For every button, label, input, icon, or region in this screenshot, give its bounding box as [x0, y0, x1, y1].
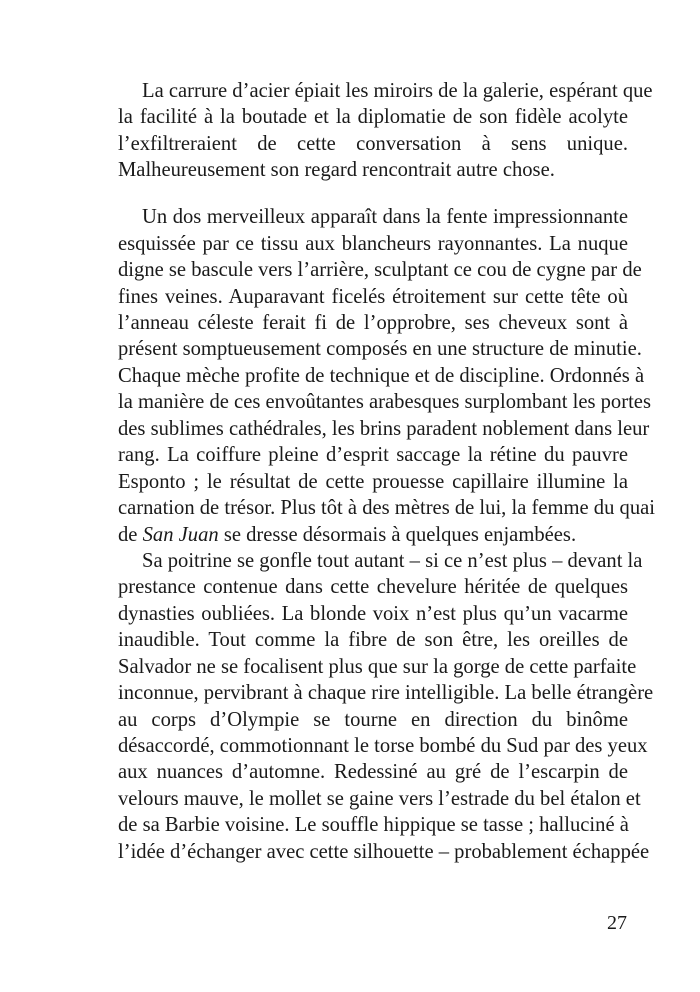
paragraph-3 — [118, 548, 654, 865]
text-line: carnation de trésor. Plus tôt à des mètres de lui, la femme du quai — [118, 497, 656, 520]
italic-place-name: San Juan — [142, 523, 219, 546]
text-line: l’exfiltreraient de cette conversation à sens unique. — [118, 132, 628, 155]
text-line: de sa Barbie voisine. Le souffle hippique se tasse ; halluciné à — [118, 814, 629, 837]
text-line: la manière de ces envoûtantes arabesques surplombant les portes — [118, 391, 651, 414]
text-line: inaudible. Tout comme la fibre de son être, les oreilles de — [118, 629, 628, 652]
text-line: esquissée par ce tissu aux blancheurs rayonnantes. La nuque — [118, 232, 628, 255]
text-line: au corps d’Olympie se tourne en direction du binôme — [118, 708, 628, 731]
text-line: l’idée d’échanger avec cette silhouette – probablement échappée — [118, 840, 650, 863]
text-after: se dresse désormais à quelques enjambées. — [218, 523, 577, 546]
text-line: fines veines. Auparavant ficelés étroitement sur cette tête où — [118, 285, 628, 308]
text-line: aux nuances d’automne. Redessiné au gré de l’escarpin de — [118, 761, 628, 784]
text-line: Sa poitrine se gonfle tout autant – si ce n’est plus – devant la — [142, 549, 643, 572]
text-line: Salvador ne se focalisent plus que sur la gorge de cette parfaite — [118, 655, 637, 678]
text-line: Un dos merveilleux apparaît dans la fente impressionnante — [142, 206, 628, 229]
text-line: velours mauve, le mollet se gaine vers l’estrade du bel étalon et — [118, 787, 641, 810]
text-line: des sublimes cathédrales, les brins paradent noblement dans leur — [118, 417, 650, 440]
text-line: Malheureusement son regard rencontrait autre chose. — [118, 159, 555, 182]
text-line: Esponto ; le résultat de cette prouesse capillaire illumine la — [118, 470, 628, 493]
paragraph-1 — [118, 78, 653, 184]
text-line: présent somptueusement composés en une structure de minutie. — [118, 338, 642, 361]
text-line: dynasties oubliées. La blonde voix n’est plus qu’un vacarme — [118, 602, 628, 625]
text-line: la facilité à la boutade et la diplomatie de son fidèle acolyte — [118, 106, 628, 129]
text-line: Chaque mèche profite de technique et de discipline. Ordonnés à — [118, 364, 645, 387]
text-line: désaccordé, commotionnant le torse bombé du Sud par des yeux — [118, 735, 648, 757]
text-line: La carrure d’acier épiait les miroirs de la galerie, espérant que — [142, 80, 653, 102]
body-text — [118, 78, 656, 865]
text-before: de — [118, 523, 143, 546]
text-line: rang. La coiffure pleine d’esprit saccage la rétine du pauvre — [118, 444, 628, 467]
text-line: digne se bascule vers l’arrière, sculptant ce cou de cygne par de — [118, 259, 642, 282]
text-line — [118, 522, 628, 548]
text-line: inconnue, pervibrant à chaque rire intelligible. La belle étrangère — [118, 682, 654, 705]
page-number: 27 — [607, 912, 627, 934]
paragraph-2 — [118, 204, 656, 548]
text-line: l’anneau céleste ferait fi de l’opprobre, ses cheveux sont à — [118, 312, 628, 334]
text-line: prestance contenue dans cette chevelure héritée de quelques — [118, 576, 628, 599]
